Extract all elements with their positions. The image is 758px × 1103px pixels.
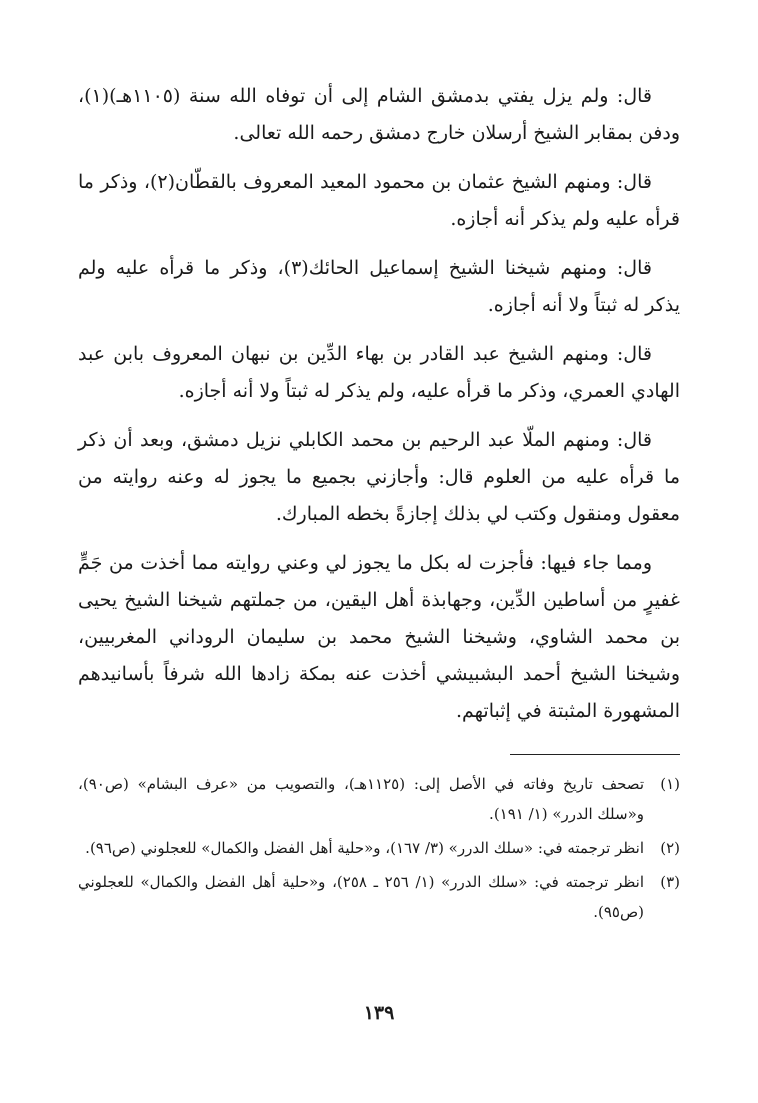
footnote (78, 769, 680, 829)
footnote-divider (510, 754, 680, 755)
body-paragraph: ومما جاء فيها: فأجزت له بكل ما يجوز لي وعني روايته مما أخذت من جَمٍّ غفيرٍ من أساطين الدِّين، وجهابذة أهل اليقين، من جملتهم شيخنا الشيخ يحيى بن محمد الشاوي، وشيخنا الشيخ محمد بن سليمان الروداني المغربيين، وشيخنا الشيخ أحمد البشبيشي أخذت عنه بمكة زادها الله شرفاً بأسانيدهم المشهورة المثبتة في إثباتهم. (78, 552, 680, 722)
footnote-number: (٣) (660, 873, 680, 891)
footnote (78, 833, 680, 863)
footnote (78, 867, 680, 927)
page-body (78, 78, 680, 931)
body-paragraph: قال: ومنهم الملّا عبد الرحيم بن محمد الكابلي نزيل دمشق، وبعد أن ذكر ما قرأه عليه من العلوم قال: وأجازني بجميع ما يجوز له وعنه روايته من معقول ومنقول وكتب لي بذلك إجازةً بخطه المبارك. (78, 429, 680, 525)
footnote-number: (١) (660, 775, 680, 793)
footnotes (78, 769, 680, 927)
body-paragraph: قال: ومنهم الشيخ عبد القادر بن بهاء الدِّين بن نبهان المعروف بابن عبد الهادي العمري، وذكر ما قرأه عليه، ولم يذكر له ثبتاً ولا أنه أجازه. (78, 343, 680, 402)
body-paragraph: قال: ولم يزل يفتي بدمشق الشام إلى أن توفاه الله سنة (١١٠٥هـ)(١)، ودفن بمقابر الشيخ أرسلان خارج دمشق رحمه الله تعالى. (78, 85, 680, 144)
footnote-number: (٢) (660, 839, 680, 857)
body-paragraph: قال: ومنهم شيخنا الشيخ إسماعيل الحائك(٣)، وذكر ما قرأه عليه ولم يذكر له ثبتاً ولا أنه أجازه. (78, 257, 680, 316)
page-number: ١٣٩ (363, 1002, 395, 1024)
footnote-text: انظر ترجمته في: «سلك الدرر» (٣/ ١٦٧)، و«حلية أهل الفضل والكمال» للعجلوني (ص٩٦). (85, 839, 644, 857)
footnote-text: تصحف تاريخ وفاته في الأصل إلى: (١١٢٥هـ)، والتصويب من «عرف البشام» (ص٩٠)، و«سلك الدرر» (١/ ١٩١). (78, 775, 644, 823)
body-paragraph: قال: ومنهم الشيخ عثمان بن محمود المعيد المعروف بالقطّان(٢)، وذكر ما قرأه عليه ولم يذكر أنه أجازه. (78, 171, 680, 230)
footnote-text: انظر ترجمته في: «سلك الدرر» (١/ ٢٥٦ ـ ٢٥٨)، و«حلية أهل الفضل والكمال» للعجلوني (ص٩٥). (78, 873, 645, 921)
